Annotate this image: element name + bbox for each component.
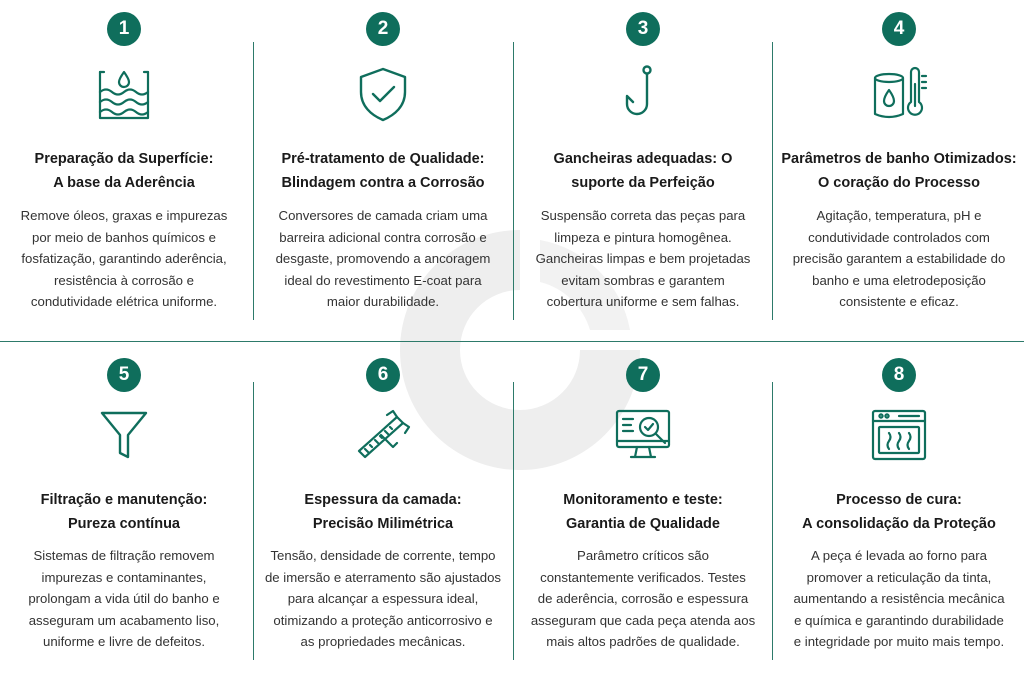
step-description: Agitação, temperatura, pH e condutividade controlados com precisão garantem a estabilidade do banho e uma eletrodeposição consistente e eficaz. bbox=[792, 208, 1006, 309]
step-description: Parâmetro críticos são constantemente verificados. Testes de aderência, corrosão e espessura asseguram que cada peça atenda aos mais altos padrões de qualidade. bbox=[530, 548, 756, 649]
step-description: Remove óleos, graxas e impurezas por meio de banhos químicos e fosfatização, garantindo aderência, resistência à corrosão e condutividade elétrica uniforme. bbox=[20, 208, 228, 309]
column-divider bbox=[772, 42, 773, 320]
step-number-badge: 7 bbox=[626, 358, 660, 392]
column-divider bbox=[513, 42, 514, 320]
step-description: Suspensão correta das peças para limpeza e pintura homogênea. Gancheiras limpas e bem projetadas evitam sombras e garantem cobertura uniforme e sem falhas. bbox=[535, 208, 751, 309]
row-divider bbox=[0, 341, 1024, 342]
step-title: Preparação da Superfície: A base da Aderência bbox=[34, 151, 214, 191]
step-title: Parâmetros de banho Otimizados: O coração do Processo bbox=[781, 151, 1017, 191]
step-number-badge: 6 bbox=[366, 358, 400, 392]
funnel-icon bbox=[94, 405, 154, 465]
column-divider bbox=[772, 382, 773, 660]
column-divider bbox=[513, 382, 514, 660]
step-number-badge: 5 bbox=[107, 358, 141, 392]
step-number-badge: 3 bbox=[626, 12, 660, 46]
thermometer-icon bbox=[869, 64, 929, 124]
bath-tank-icon bbox=[94, 64, 154, 124]
step-number-badge: 8 bbox=[882, 358, 916, 392]
step-title: Processo de cura: A consolidação da Proteção bbox=[802, 492, 996, 532]
step-title: Espessura da camada: Precisão Milimétrica bbox=[304, 492, 462, 532]
caliper-icon bbox=[353, 405, 413, 465]
step-title: Monitoramento e teste: Garantia de Qualidade bbox=[563, 492, 723, 532]
step-title: Gancheiras adequadas: O suporte da Perfeição bbox=[553, 151, 733, 191]
step-number-badge: 2 bbox=[366, 12, 400, 46]
step-description: Sistemas de filtração removem impurezas e contaminantes, prolongam a vida útil do banho e asseguram um acabamento liso, uniforme e livre de defeitos. bbox=[28, 548, 220, 649]
column-divider bbox=[253, 42, 254, 320]
shield-check-icon bbox=[353, 64, 413, 124]
step-number-badge: 1 bbox=[107, 12, 141, 46]
step-description: Conversores de camada criam uma barreira adicional contra corrosão e desgaste, promovendo a ancoragem ideal do revestimento E-coat para maior durabilidade. bbox=[275, 208, 491, 309]
monitor-inspection-icon bbox=[613, 405, 673, 465]
oven-icon bbox=[869, 405, 929, 465]
hook-icon bbox=[613, 64, 673, 124]
step-description: Tensão, densidade de corrente, tempo de imersão e aterramento são ajustados para alcançar a espessura ideal, otimizando a proteção anticorrosivo e as propriedades mecânicas. bbox=[264, 548, 502, 649]
column-divider bbox=[253, 382, 254, 660]
step-number-badge: 4 bbox=[882, 12, 916, 46]
step-title: Filtração e manutenção: Pureza contínua bbox=[40, 492, 208, 532]
step-title: Pré-tratamento de Qualidade: Blindagem contra a Corrosão bbox=[281, 151, 485, 191]
step-description: A peça é levada ao forno para promover a reticulação da tinta, aumentando a resistência mecânica e química e garantindo durabilidade e integridade por muito mais tempo. bbox=[793, 548, 1005, 649]
